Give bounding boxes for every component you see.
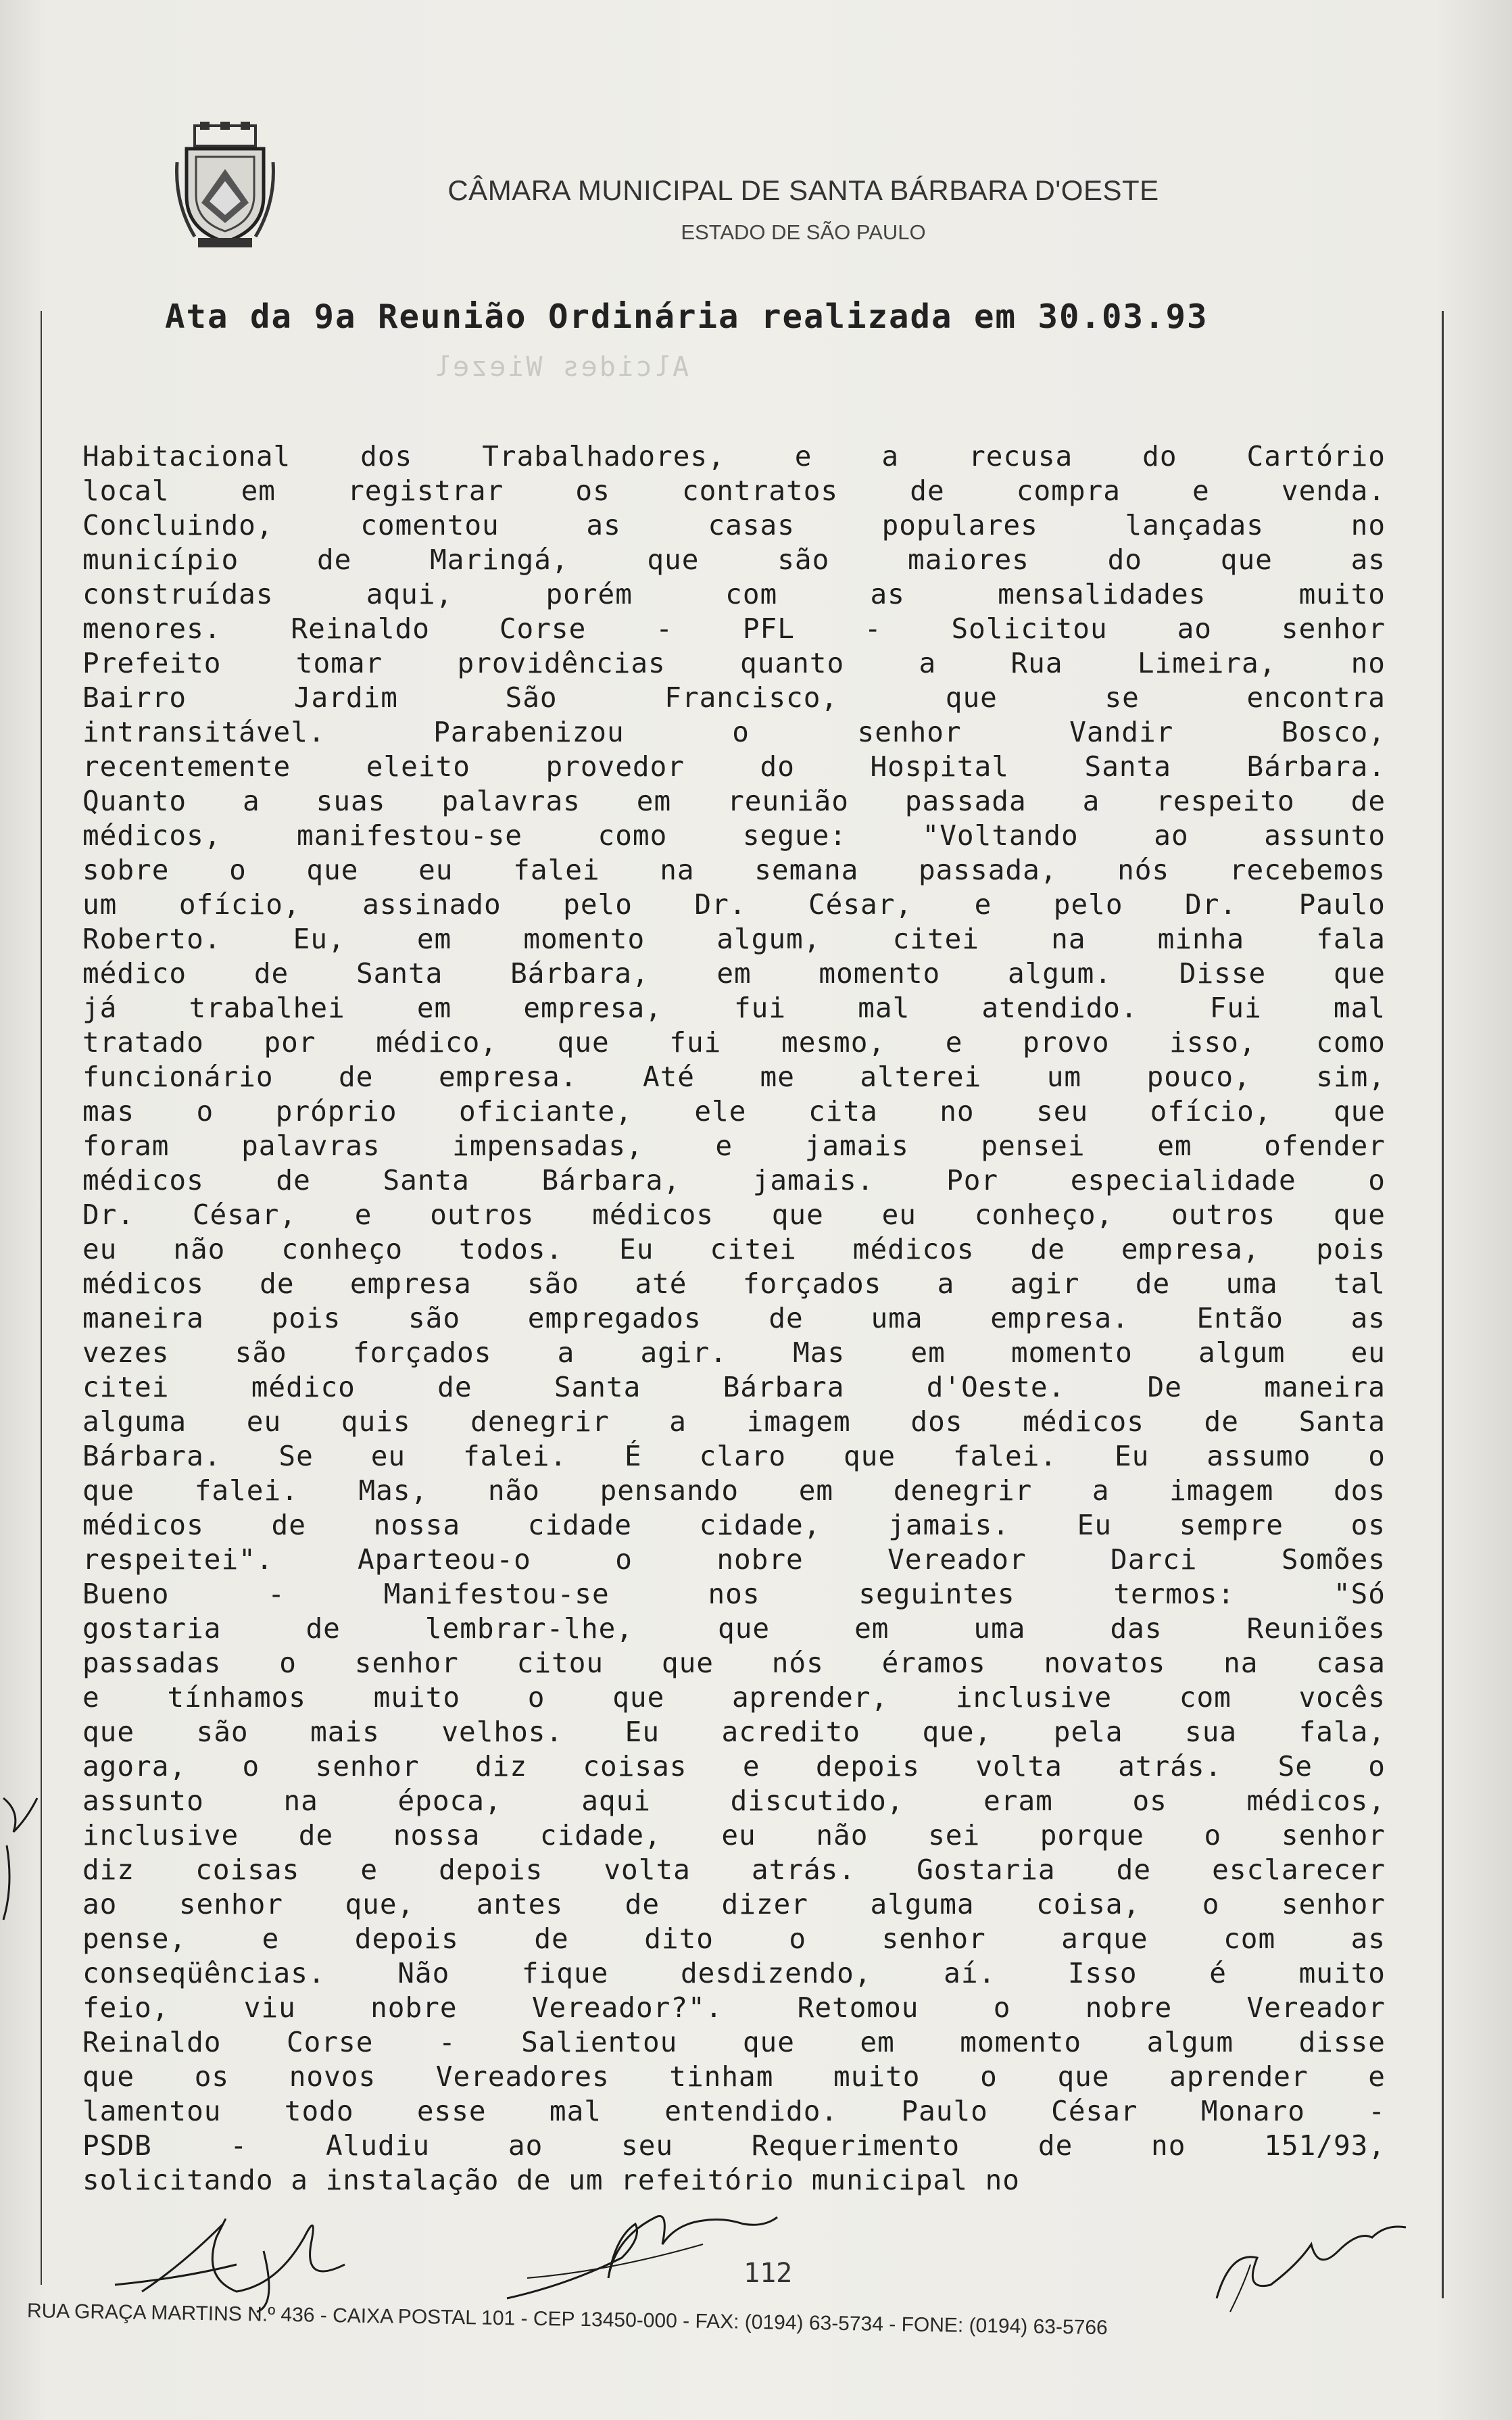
minutes-line: sobre o que eu falei na semana passada, nós recebemos bbox=[82, 854, 1386, 886]
minutes-line: Bárbara. Se eu falei. É claro que falei. Eu assumo o bbox=[82, 1440, 1386, 1472]
minutes-line: que falei. Mas, não pensando em denegrir a imagem dos bbox=[82, 1474, 1386, 1507]
minutes-line: Bueno - Manifestou-se nos seguintes termos: "Só bbox=[82, 1578, 1386, 1610]
minutes-line: Bairro Jardim São Francisco, que se encontra bbox=[82, 681, 1386, 714]
minutes-line: lamentou todo esse mal entendido. Paulo César Monaro - bbox=[82, 2095, 1386, 2127]
minutes-line: pense, e depois de dito o senhor arque com as bbox=[82, 1922, 1386, 1955]
minutes-line: citei médico de Santa Bárbara d'Oeste. De maneira bbox=[82, 1371, 1386, 1403]
minutes-line: conseqüências. Não fique desdizendo, aí. Isso é muito bbox=[82, 1957, 1386, 1989]
minutes-line: Roberto. Eu, em momento algum, citei na minha fala bbox=[82, 923, 1386, 955]
chamber-name: CÂMARA MUNICIPAL DE SANTA BÁRBARA D'OESTE bbox=[447, 174, 1159, 206]
minutes-line: maneira pois são empregados de uma empresa. Então as bbox=[82, 1302, 1386, 1334]
minutes-line: Dr. César, e outros médicos que eu conheço, outros que bbox=[82, 1199, 1386, 1231]
minutes-line: Quanto a suas palavras em reunião passada a respeito de bbox=[82, 785, 1386, 817]
minutes-line: eu não conheço todos. Eu citei médicos de empresa, pois bbox=[82, 1233, 1386, 1265]
minutes-line: assunto na época, aqui discutido, eram os médicos, bbox=[82, 1785, 1386, 1817]
minutes-line: que os novos Vereadores tinham muito o que aprender e bbox=[82, 2060, 1386, 2093]
minutes-line: respeitei". Aparteou-o o nobre Vereador Darci Somões bbox=[82, 1543, 1386, 1576]
signature-center bbox=[500, 2197, 784, 2319]
minutes-line: já trabalhei em empresa, fui mal atendido. Fui mal bbox=[82, 992, 1386, 1024]
signature-right bbox=[1203, 2197, 1426, 2325]
minutes-line: Concluindo, comentou as casas populares lançadas no bbox=[82, 509, 1386, 541]
document-title: Ata da 9a Reunião Ordinária realizada em 30.03.93 bbox=[165, 297, 1209, 336]
minutes-line: município de Maringá, que são maiores do que as bbox=[82, 543, 1386, 576]
minutes-line: médicos de Santa Bárbara, jamais. Por especialidade o bbox=[82, 1164, 1386, 1196]
state-name: ESTADO DE SÃO PAULO bbox=[681, 220, 926, 244]
minutes-line: um ofício, assinado pelo Dr. César, e pelo Dr. Paulo bbox=[82, 888, 1386, 921]
minutes-line: vezes são forçados a agir. Mas em momento algum eu bbox=[82, 1336, 1386, 1369]
minutes-line: PSDB - Aludiu ao seu Requerimento de no 151/93, bbox=[82, 2129, 1386, 2162]
minutes-body bbox=[82, 439, 1386, 2198]
left-margin-rule bbox=[41, 311, 42, 2285]
minutes-line: agora, o senhor diz coisas e depois volta atrás. Se o bbox=[82, 1750, 1386, 1783]
minutes-line: alguma eu quis denegrir a imagem dos médicos de Santa bbox=[82, 1405, 1386, 1438]
minutes-line: médicos, manifestou-se como segue: "Voltando ao assunto bbox=[82, 819, 1386, 852]
minutes-line: médicos de empresa são até forçados a agir de uma tal bbox=[82, 1267, 1386, 1300]
signature-left bbox=[101, 2183, 385, 2319]
minutes-line: feio, viu nobre Vereador?". Retomou o nobre Vereador bbox=[82, 1991, 1386, 2024]
page-number: 112 bbox=[743, 2258, 793, 2289]
minutes-line: intransitável. Parabenizou o senhor Vandir Bosco, bbox=[82, 716, 1386, 748]
minutes-line: solicitando a instalação de um refeitório municipal no bbox=[82, 2164, 1020, 2196]
minutes-line: gostaria de lembrar-lhe, que em uma das Reuniões bbox=[82, 1612, 1386, 1645]
minutes-line: funcionário de empresa. Até me alterei um pouco, sim, bbox=[82, 1061, 1386, 1093]
minutes-line: Habitacional dos Trabalhadores, e a recusa do Cartório bbox=[82, 440, 1386, 473]
minutes-line: construídas aqui, porém com as mensalidades muito bbox=[82, 578, 1386, 610]
minutes-line: que são mais velhos. Eu acredito que, pela sua fala, bbox=[82, 1716, 1386, 1748]
minutes-line: menores. Reinaldo Corse - PFL - Solicitou ao senhor bbox=[82, 612, 1386, 645]
minutes-line: passadas o senhor citou que nós éramos novatos na casa bbox=[82, 1647, 1386, 1679]
minutes-line: recentemente eleito provedor do Hospital Santa Bárbara. bbox=[82, 750, 1386, 783]
margin-signature-mark bbox=[0, 1771, 47, 1927]
minutes-line: mas o próprio oficiante, ele cita no seu ofício, que bbox=[82, 1095, 1386, 1128]
minutes-line: médico de Santa Bárbara, em momento algum. Disse que bbox=[82, 957, 1386, 990]
minutes-line: ao senhor que, antes de dizer alguma coisa, o senhor bbox=[82, 1888, 1386, 1920]
minutes-line: tratado por médico, que fui mesmo, e provo isso, como bbox=[82, 1026, 1386, 1059]
minutes-line: foram palavras impensadas, e jamais pensei em ofender bbox=[82, 1130, 1386, 1162]
minutes-line: Reinaldo Corse - Salientou que em momento algum disse bbox=[82, 2026, 1386, 2058]
bleed-through-text: Alcides Wiezel bbox=[433, 352, 689, 383]
minutes-line: diz coisas e depois volta atrás. Gostaria de esclarecer bbox=[82, 1854, 1386, 1886]
minutes-line: inclusive de nossa cidade, eu não sei porque o senhor bbox=[82, 1819, 1386, 1852]
minutes-line: local em registrar os contratos de compra e venda. bbox=[82, 475, 1386, 507]
right-margin-rule bbox=[1442, 311, 1444, 2298]
footer-address: RUA GRAÇA MARTINS N.º 436 - CAIXA POSTAL 101 - CEP 13450-000 - FAX: (0194) 63-5734 - FONE: (0194) 63-5766 bbox=[26, 2300, 1108, 2340]
minutes-line: médicos de nossa cidade cidade, jamais. Eu sempre os bbox=[82, 1509, 1386, 1541]
minutes-line: e tínhamos muito o que aprender, inclusive com vocês bbox=[82, 1681, 1386, 1714]
minutes-line: Prefeito tomar providências quanto a Rua Limeira, no bbox=[82, 647, 1386, 679]
